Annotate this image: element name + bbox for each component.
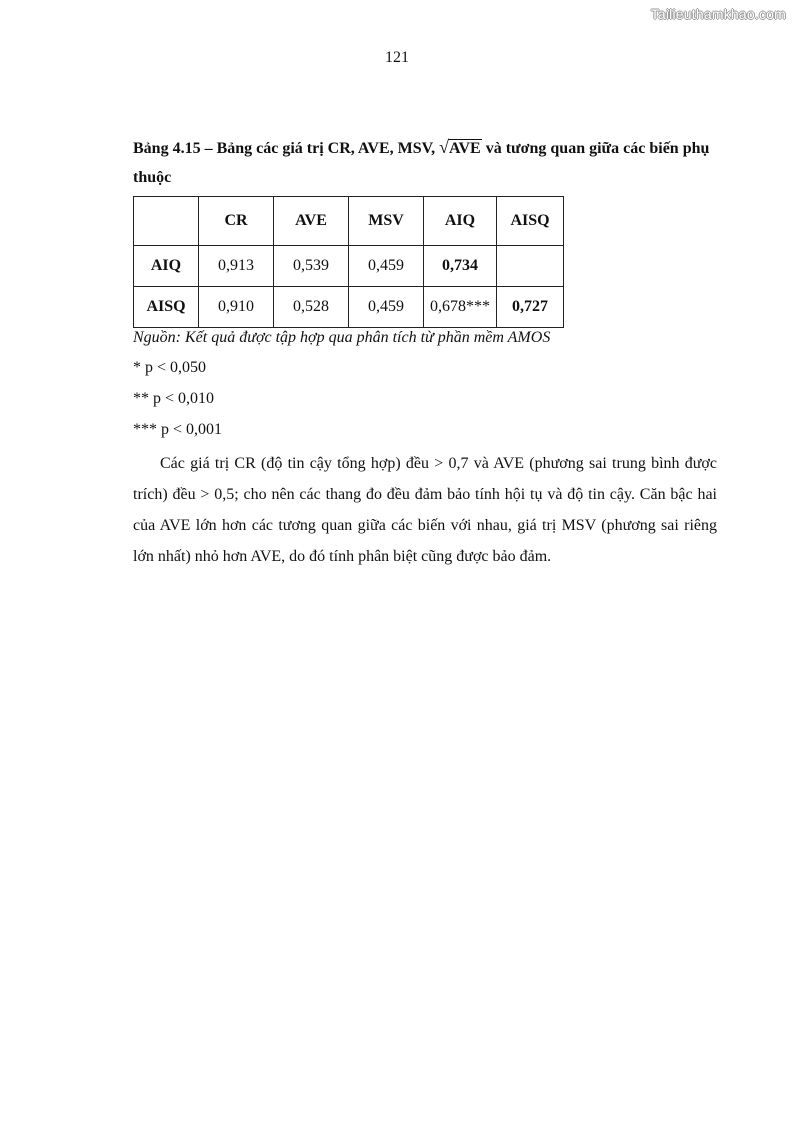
table-caption <box>133 133 723 192</box>
cell-aisq <box>497 246 564 287</box>
header-cell-msv: MSV <box>349 197 424 246</box>
significance-note: *** p < 0,001 <box>133 421 223 438</box>
table-row <box>134 246 564 287</box>
sqrt-term: AVE <box>449 140 481 157</box>
caption-suffix: và tương quan giữa các biến phụ thuộc <box>133 140 710 186</box>
header-cell-aisq: AISQ <box>497 197 564 246</box>
correlation-table <box>133 196 564 328</box>
cell-msv: 0,459 <box>349 287 424 328</box>
row-label: AISQ <box>134 287 199 328</box>
cell-aiq-sqrt-ave: 0,734 <box>424 246 497 287</box>
table-row <box>134 287 564 328</box>
cell-ave: 0,539 <box>274 246 349 287</box>
significance-note: ** p < 0,010 <box>133 390 215 407</box>
header-cell-ave: AVE <box>274 197 349 246</box>
table-source-note: Nguồn: Kết quả được tập hợp qua phân tích từ phần mềm AMOS <box>133 329 551 346</box>
header-cell-empty <box>134 197 199 246</box>
cell-aisq-sqrt-ave: 0,727 <box>497 287 564 328</box>
cell-cr: 0,910 <box>199 287 274 328</box>
table-header-row <box>134 197 564 246</box>
cell-msv: 0,459 <box>349 246 424 287</box>
significance-note: * p < 0,050 <box>133 359 207 376</box>
caption-prefix: Bảng 4.15 – Bảng các giá trị CR, AVE, MSV, <box>133 140 440 157</box>
cell-cr: 0,913 <box>199 246 274 287</box>
sqrt-symbol: √ <box>439 137 449 157</box>
row-label: AIQ <box>134 246 199 287</box>
cell-ave: 0,528 <box>274 287 349 328</box>
header-cell-aiq: AIQ <box>424 197 497 246</box>
cell-aiq-correlation: 0,678*** <box>424 287 497 328</box>
body-paragraph: Các giá trị CR (độ tin cậy tổng hợp) đều > 0,7 và AVE (phương sai trung bình được trích) đều > 0,5; cho nên các thang đo đều đảm bảo tính hội tụ và độ tin cậy. Căn bậc hai của AVE lớn hơn các tương quan giữa các biến với nhau, giá trị MSV (phương sai riêng lớn nhất) nhỏ hơn AVE, do đó tính phân biệt cũng được bảo đảm. <box>133 455 717 565</box>
watermark: Tailieuthamkhao.com <box>650 6 786 22</box>
header-cell-cr: CR <box>199 197 274 246</box>
page-number: 121 <box>385 49 409 66</box>
sqrt-ave-expression <box>439 133 482 163</box>
